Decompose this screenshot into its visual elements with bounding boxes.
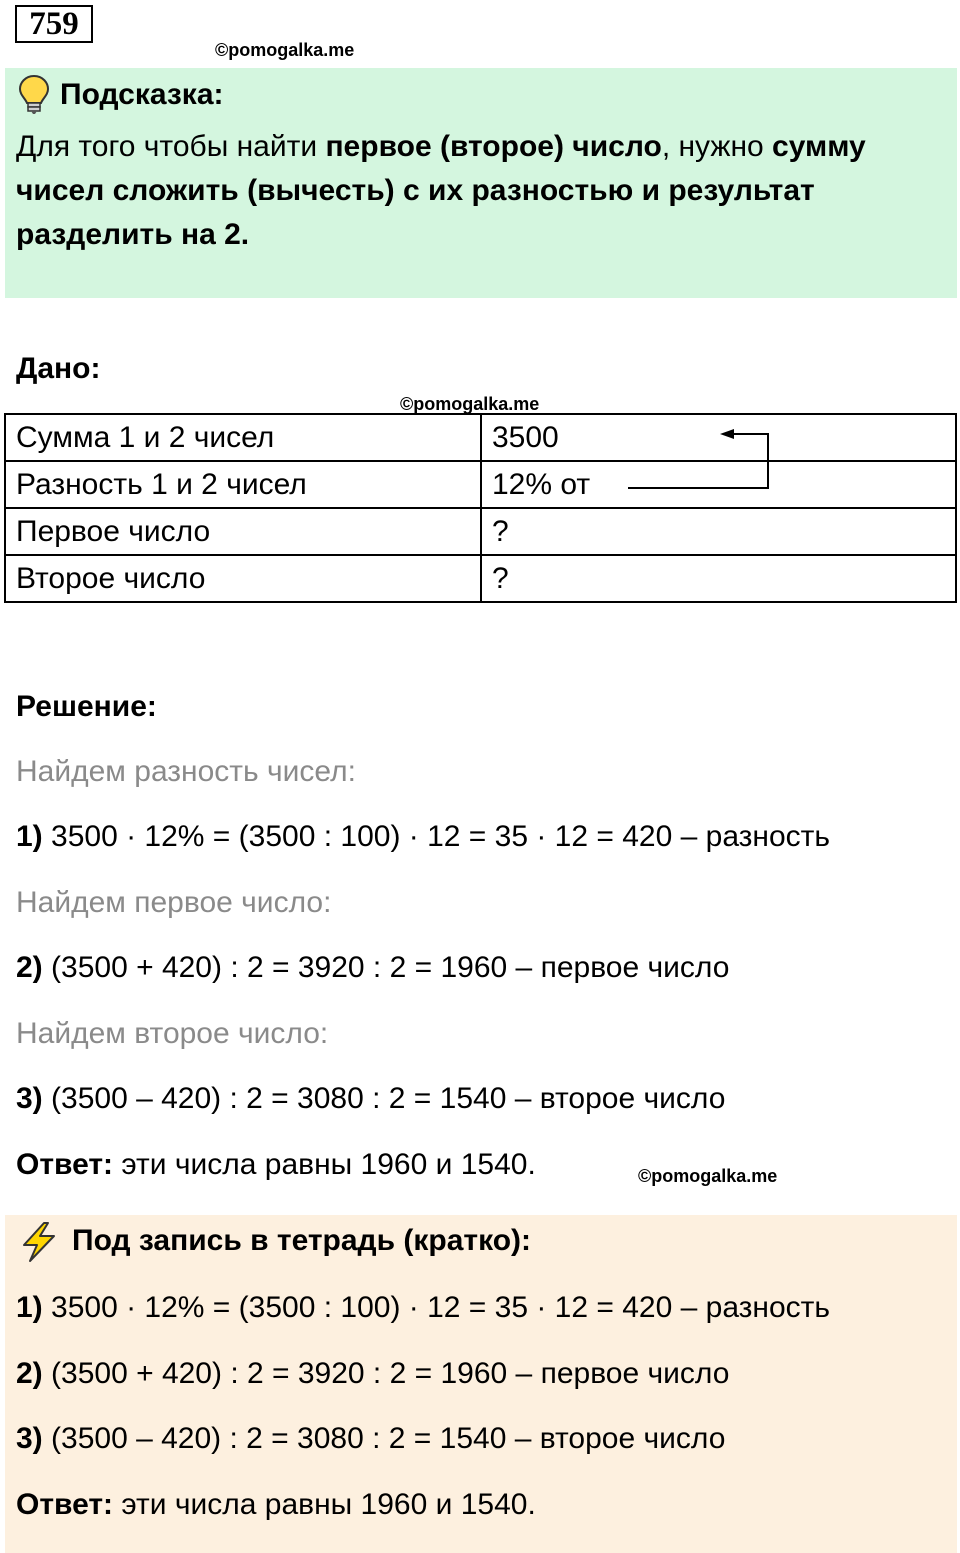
reference-arrow bbox=[0, 0, 960, 700]
watermark: ©pomogalka.me bbox=[400, 394, 540, 414]
short-step bbox=[16, 1422, 725, 1456]
table-cell-value: 3500 bbox=[481, 414, 956, 461]
hint-text-part: Для того чтобы найти bbox=[16, 130, 326, 163]
answer-label: Ответ: bbox=[16, 1488, 114, 1521]
hint-text-part: , нужно bbox=[661, 130, 773, 163]
step-expression: (3500 + 420) : 2 = 3920 : 2 = 1960 – первое число bbox=[42, 1357, 730, 1390]
answer-text: эти числа равны 1960 и 1540. bbox=[113, 1148, 536, 1181]
table-cell-value: ? bbox=[481, 555, 956, 602]
hint-title: Подсказка: bbox=[60, 78, 224, 111]
solution-step bbox=[16, 951, 729, 985]
table-cell-label: Первое число bbox=[5, 508, 481, 555]
step-number: 3) bbox=[16, 1422, 43, 1455]
short-answer bbox=[16, 1488, 536, 1522]
step-expression: (3500 – 420) : 2 = 3080 : 2 = 1540 – второе число bbox=[42, 1422, 726, 1455]
table-cell-label: Разность 1 и 2 чисел bbox=[5, 461, 481, 508]
solution-step bbox=[16, 1082, 725, 1116]
hint-text-part: первое (второе) число bbox=[325, 130, 662, 163]
answer-label: Ответ: bbox=[16, 1148, 114, 1181]
short-step bbox=[16, 1291, 830, 1325]
step-number: 2) bbox=[16, 951, 43, 984]
step-expression: (3500 – 420) : 2 = 3080 : 2 = 1540 – второе число bbox=[42, 1082, 726, 1115]
table-cell-value: 12% от bbox=[481, 461, 956, 508]
solution-title: Решение: bbox=[16, 690, 157, 723]
table-cell-value: ? bbox=[481, 508, 956, 555]
step-expression: (3500 + 420) : 2 = 3920 : 2 = 1960 – первое число bbox=[42, 951, 730, 984]
step-number: 1) bbox=[16, 1291, 43, 1324]
lightning-icon bbox=[18, 1221, 60, 1263]
step-number: 1) bbox=[16, 820, 43, 853]
step-expression: 3500 · 12% = (3500 : 100) · 12 = 35 · 12 = 420 – разность bbox=[42, 820, 831, 853]
task-number: 759 bbox=[15, 5, 93, 43]
solution-answer bbox=[16, 1148, 536, 1182]
short-step bbox=[16, 1357, 729, 1391]
watermark: ©pomogalka.me bbox=[638, 1166, 778, 1186]
step-comment: Найдем второе число: bbox=[16, 1017, 329, 1050]
answer-text: эти числа равны 1960 и 1540. bbox=[113, 1488, 536, 1521]
step-expression: 3500 · 12% = (3500 : 100) · 12 = 35 · 12 = 420 – разность bbox=[42, 1291, 831, 1324]
solution-step bbox=[16, 820, 830, 854]
short-notes-title: Под запись в тетрадь (кратко): bbox=[72, 1224, 532, 1257]
given-title: Дано: bbox=[16, 352, 101, 385]
step-number: 2) bbox=[16, 1357, 43, 1390]
step-comment: Найдем разность чисел: bbox=[16, 755, 356, 788]
table-cell-label: Сумма 1 и 2 чисел bbox=[5, 414, 481, 461]
watermark: ©pomogalka.me bbox=[215, 40, 355, 60]
table-cell-label: Второе число bbox=[5, 555, 481, 602]
hint-text-part: сумму чисел сложить (вычесть) с их разностью и результат разделить на 2. bbox=[16, 130, 866, 251]
step-comment: Найдем первое число: bbox=[16, 886, 332, 919]
step-number: 3) bbox=[16, 1082, 43, 1115]
